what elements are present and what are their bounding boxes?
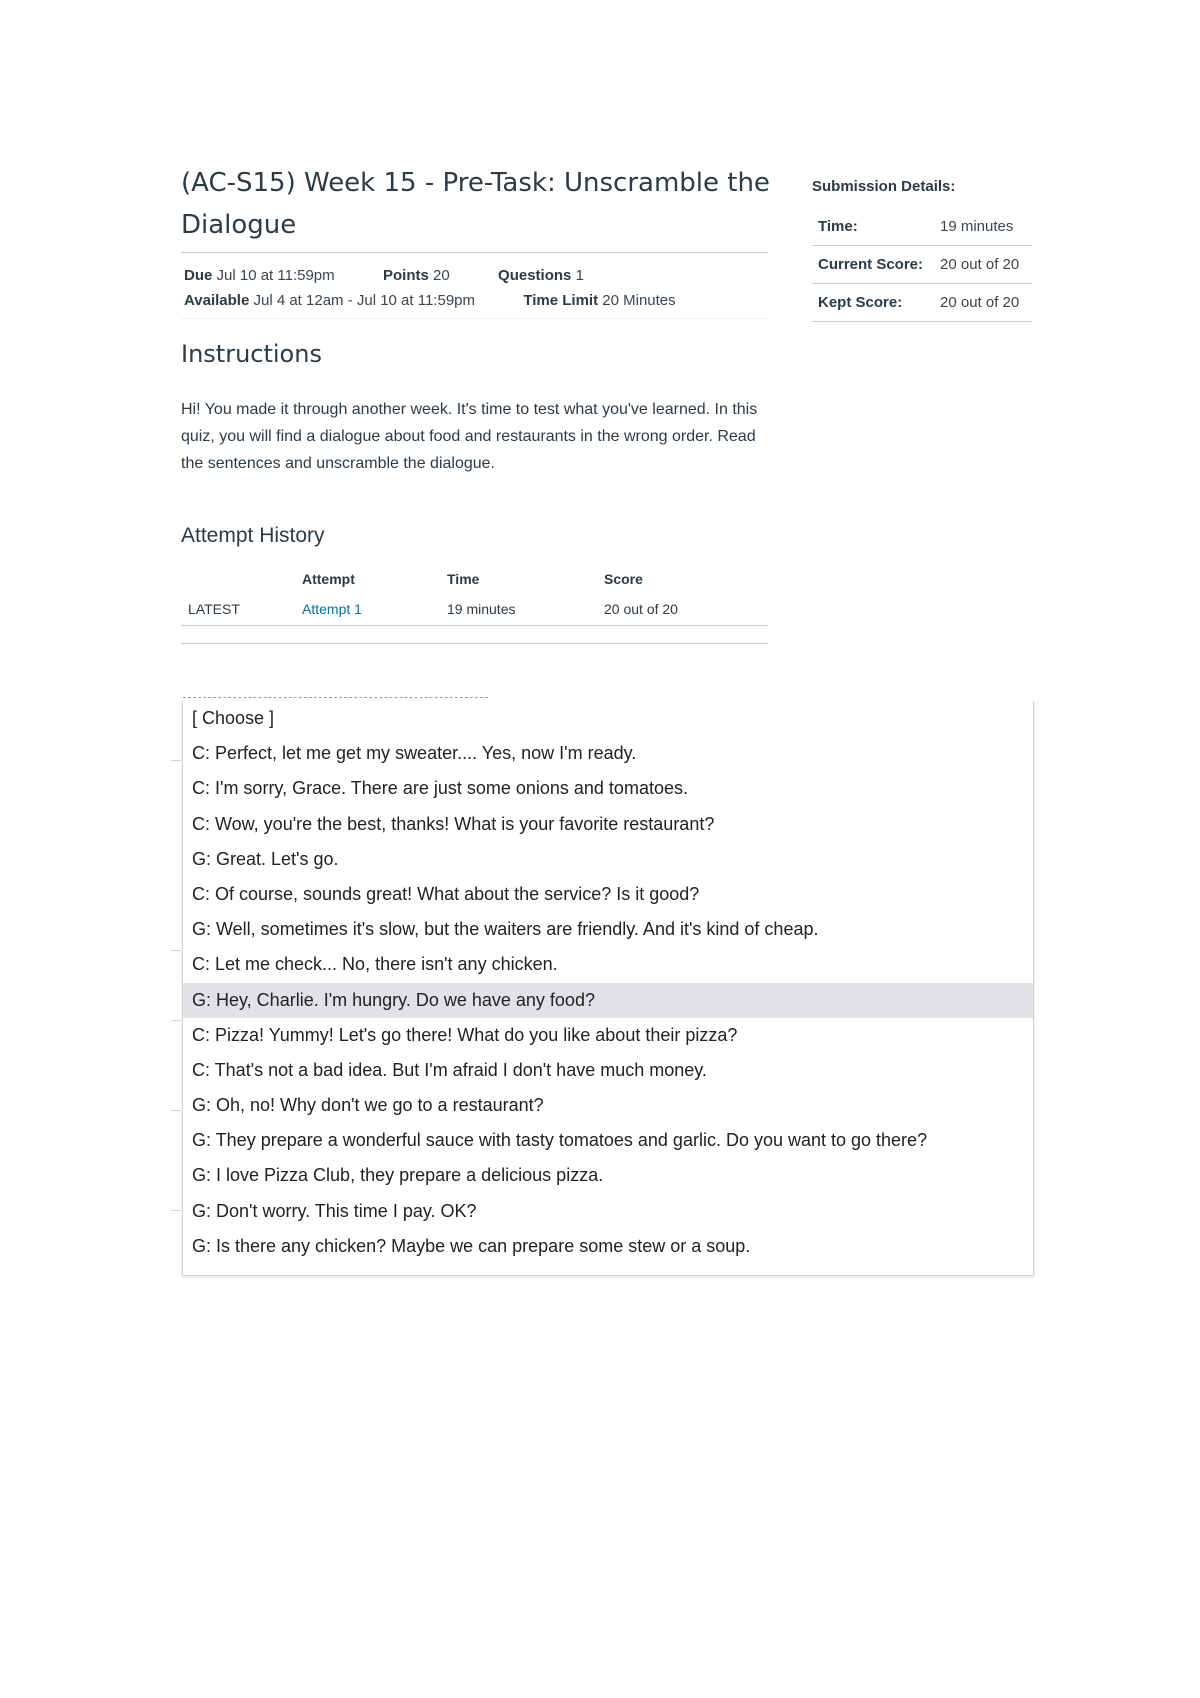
due-value: Jul 10 at 11:59pm (216, 267, 335, 284)
attempt-link[interactable]: Attempt 1 (302, 601, 362, 617)
submission-label: Kept Score: (812, 284, 934, 322)
meta-divider (181, 318, 768, 319)
points-label: Points (383, 267, 429, 284)
submission-row-current-score (812, 246, 1032, 284)
column-header (181, 565, 301, 593)
submission-details-title: Submission Details: (812, 178, 956, 195)
dropdown-option[interactable]: C: Pizza! Yummy! Let's go there! What do you like about their pizza? (192, 1024, 738, 1045)
dropdown-option[interactable]: G: I love Pizza Club, they prepare a delicious pizza. (192, 1165, 604, 1186)
divider (171, 1110, 181, 1111)
divider (171, 760, 181, 761)
divider (171, 1020, 181, 1021)
submission-details-table (812, 208, 1032, 322)
dropdown-option[interactable]: G: Great. Let's go. (192, 848, 339, 869)
select-box-edge[interactable] (183, 697, 488, 698)
time-limit-value: 20 Minutes (602, 292, 676, 309)
questions-value: 1 (575, 267, 584, 284)
divider (171, 1210, 181, 1211)
quiz-meta-row-1 (184, 267, 584, 284)
time-limit-label: Time Limit (523, 292, 599, 309)
submission-row-time (812, 208, 1032, 246)
instructions-text: Hi! You made it through another week. It's time to test what you've learned. In this quiz, you will find a dialogue about food and restaurants in the wrong order. Read the sentences and unscramble the dialogue. (181, 401, 758, 472)
attempt-score: 20 out of 20 (603, 593, 768, 626)
dropdown-option[interactable]: G: Oh, no! Why don't we go to a restaurant? (192, 1095, 544, 1116)
column-header-attempt: Attempt (302, 571, 355, 587)
dropdown-option[interactable]: C: That's not a bad idea. But I'm afraid I don't have much money. (192, 1059, 707, 1080)
dropdown-option[interactable]: G: They prepare a wonderful sauce with tasty tomatoes and garlic. Do you want to go there? (192, 1130, 928, 1151)
questions-label: Questions (498, 267, 572, 284)
dropdown-option[interactable]: C: Wow, you're the best, thanks! What is your favorite restaurant? (192, 813, 715, 834)
dropdown-option[interactable]: C: I'm sorry, Grace. There are just some onions and tomatoes. (192, 778, 688, 799)
title-divider (181, 252, 768, 253)
dropdown-option[interactable]: C: Perfect, let me get my sweater.... Yes, now I'm ready. (192, 743, 637, 764)
quiz-meta-row-2 (184, 292, 676, 309)
latest-tag: LATEST (181, 593, 301, 626)
submission-value: 19 minutes (934, 208, 1032, 246)
submission-value: 20 out of 20 (934, 284, 1032, 322)
attempt-divider (181, 643, 768, 644)
page-title: (AC-S15) Week 15 - Pre-Task: Unscramble the Dialogue (181, 168, 770, 240)
attempt-time: 19 minutes (446, 593, 603, 626)
available-value: Jul 4 at 12am - Jul 10 at 11:59pm (253, 292, 475, 309)
dropdown-option[interactable]: G: Is there any chicken? Maybe we can prepare some stew or a soup. (192, 1235, 751, 1256)
due-label: Due (184, 267, 213, 284)
attempt-history-header-row (181, 565, 768, 593)
dropdown-option[interactable]: G: Don't worry. This time I pay. OK? (192, 1200, 477, 1221)
dropdown-option[interactable]: C: Of course, sounds great! What about the service? Is it good? (192, 883, 700, 904)
column-header-score: Score (604, 571, 643, 587)
submission-label: Time: (812, 208, 934, 246)
attempt-history-table (181, 565, 768, 626)
submission-value: 20 out of 20 (934, 246, 1032, 284)
table-row (181, 593, 768, 626)
available-label: Available (184, 292, 250, 309)
dropdown-option-choose[interactable]: [ Choose ] (192, 708, 275, 728)
dropdown-option-highlighted[interactable]: G: Hey, Charlie. I'm hungry. Do we have any food? (183, 983, 1033, 1018)
divider (171, 950, 181, 951)
submission-label: Current Score: (812, 246, 934, 284)
points-value: 20 (433, 267, 450, 284)
dialogue-dropdown-list[interactable] (182, 701, 1034, 1276)
dropdown-option[interactable]: C: Let me check... No, there isn't any chicken. (192, 954, 558, 975)
instructions-heading: Instructions (181, 340, 322, 368)
column-header-time: Time (447, 571, 480, 587)
attempt-history-heading: Attempt History (181, 524, 325, 547)
submission-row-kept-score (812, 284, 1032, 322)
dropdown-option[interactable]: G: Well, sometimes it's slow, but the waiters are friendly. And it's kind of cheap. (192, 919, 819, 940)
